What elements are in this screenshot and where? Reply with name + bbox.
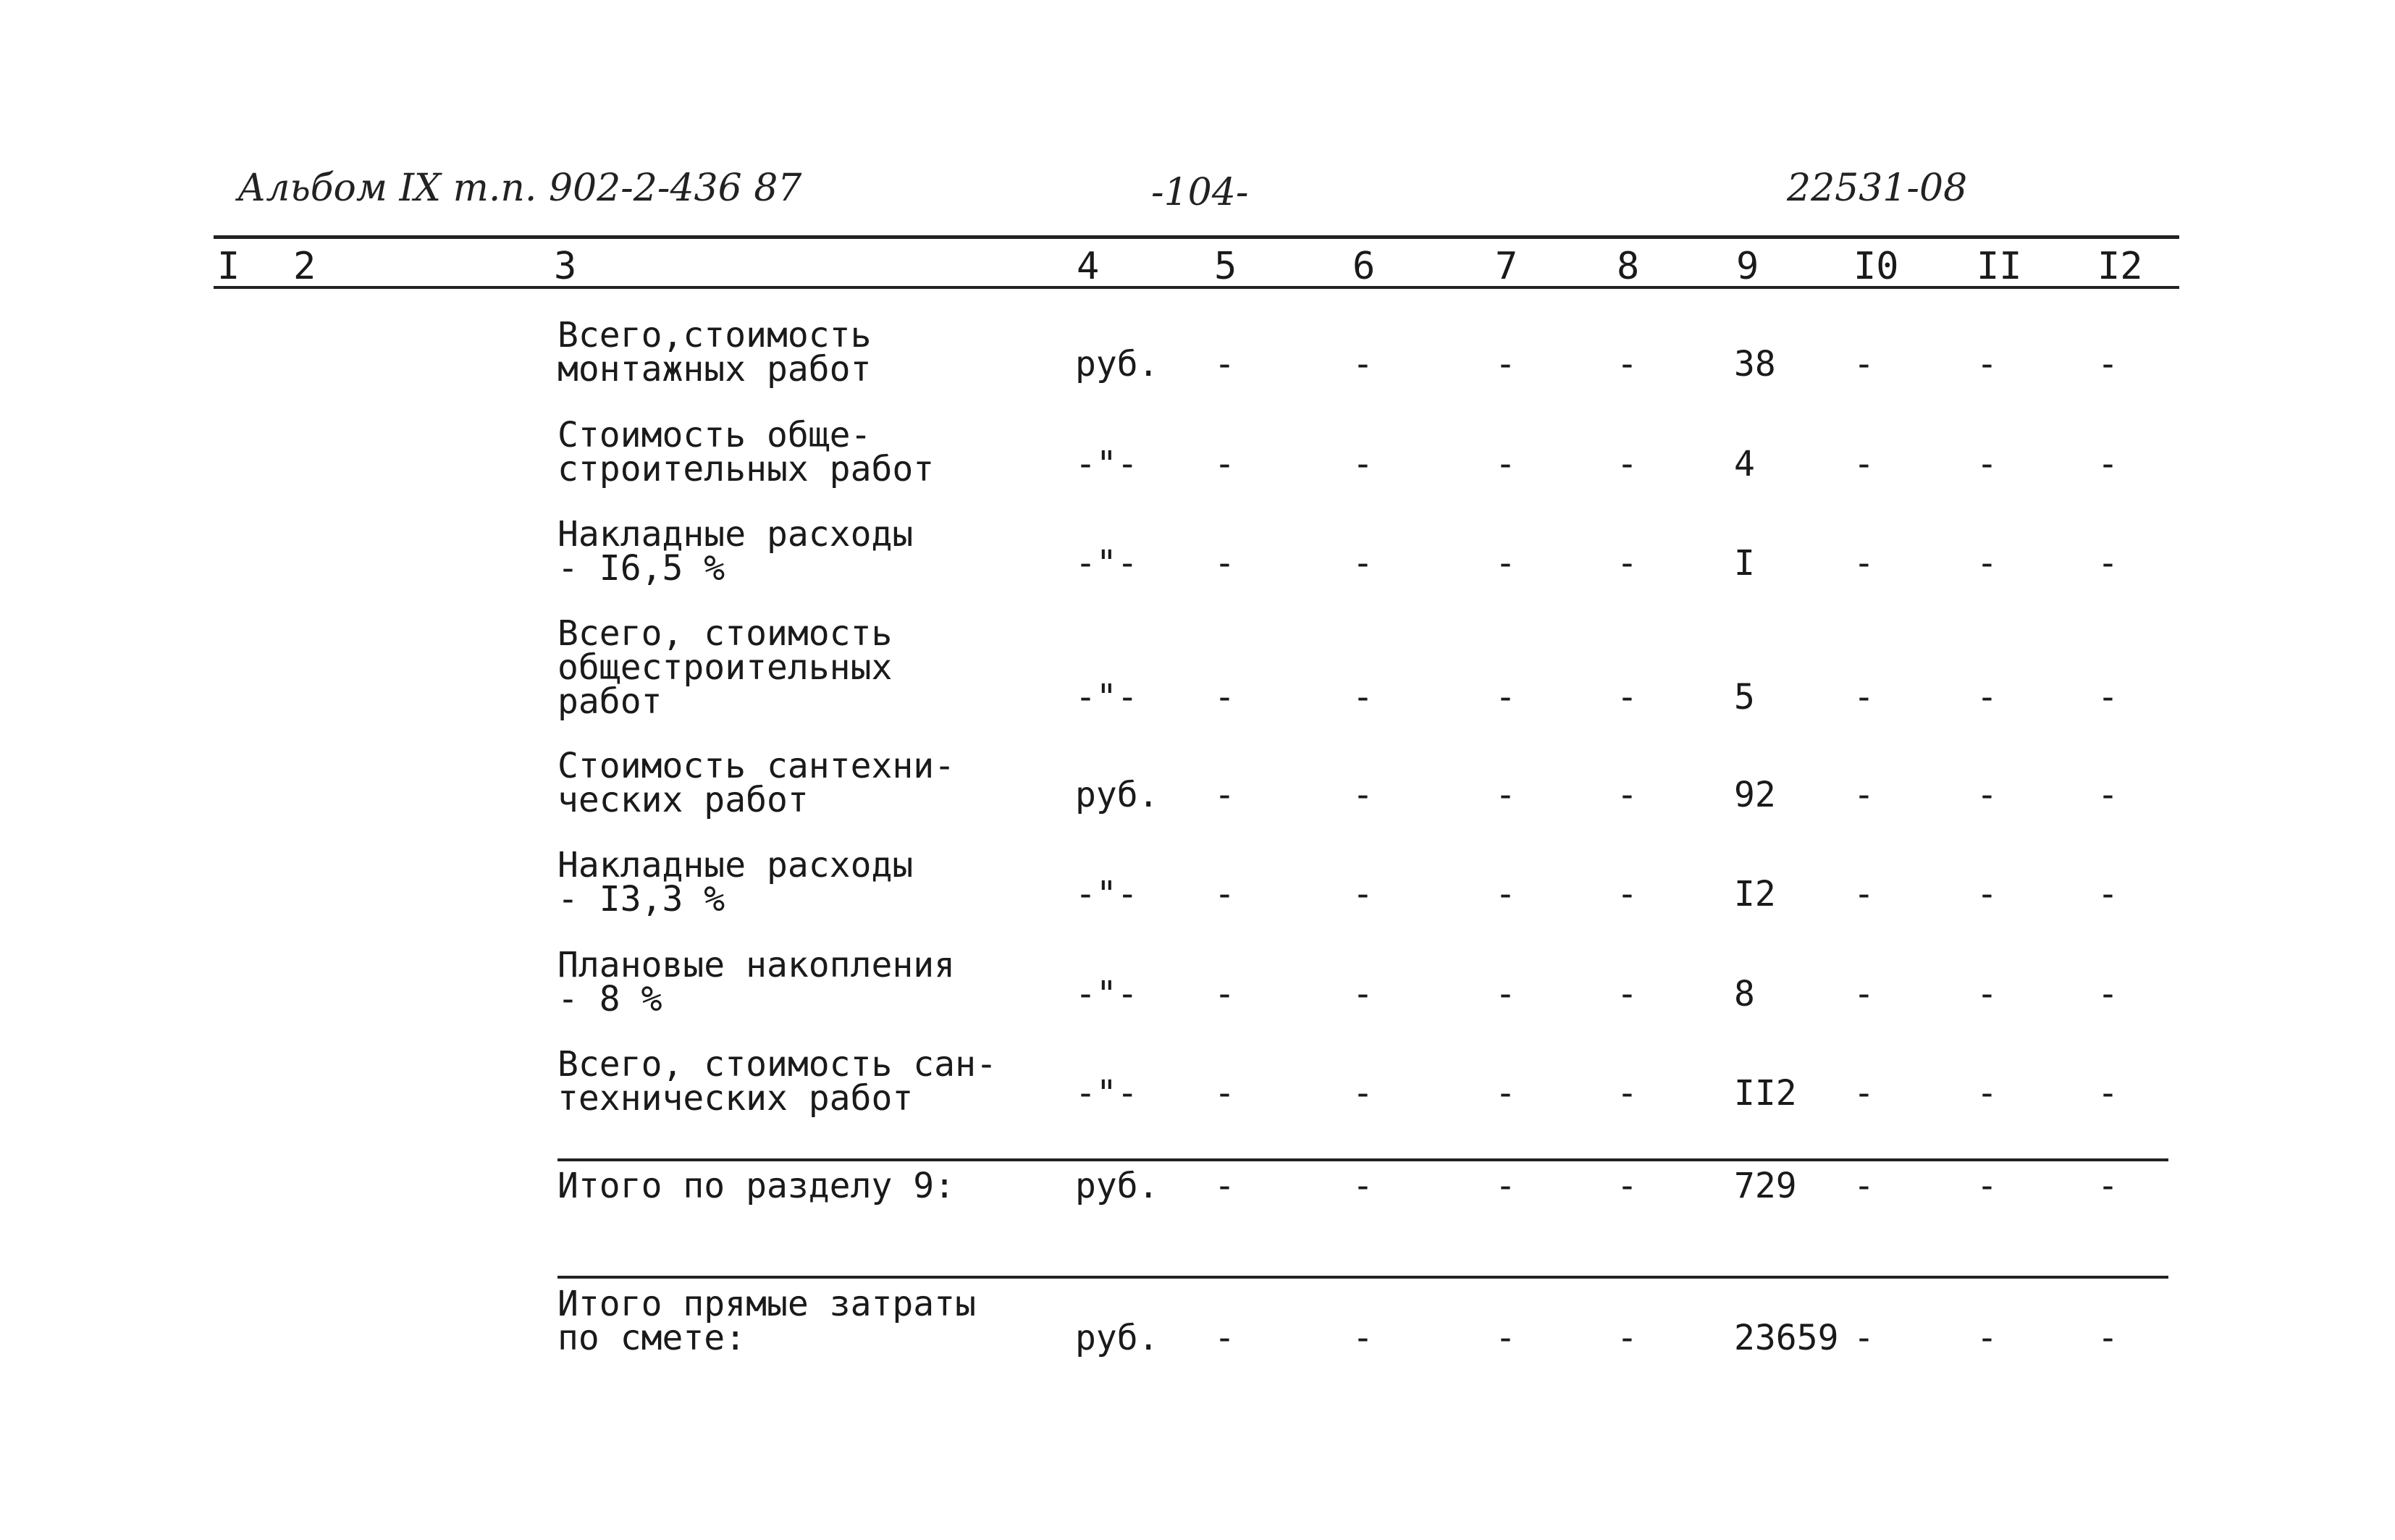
table-row-8-col-5: -: [1214, 1073, 1235, 1114]
table-row-7-col-6: -: [1352, 974, 1373, 1014]
table-row-2-col-10: -: [1853, 444, 1874, 484]
table-row-4-col-8: -: [1617, 677, 1638, 718]
table-row-7-col-7: -: [1495, 974, 1516, 1014]
table-row-8-col-7: -: [1495, 1073, 1516, 1114]
table-row-4-description-line: работ: [557, 681, 662, 722]
table-row-1-col-9: 38: [1734, 344, 1776, 384]
table-row-8-col-6: -: [1352, 1073, 1373, 1114]
table-row-5-unit: руб.: [1075, 775, 1159, 815]
table-row-2-col-9: 4: [1734, 444, 1755, 484]
table-row-4-col-6: -: [1352, 677, 1373, 718]
table-row-7-col-5: -: [1214, 974, 1235, 1014]
table-row-8-col-9: II2: [1734, 1073, 1797, 1114]
table-row-2-col-11: -: [1977, 444, 1998, 484]
direct-cost-total-row-col-5: -: [1214, 1318, 1235, 1358]
table-row-5-col-9: 92: [1734, 775, 1776, 815]
table-row-4-col-5: -: [1214, 677, 1235, 718]
table-row-7-col-11: -: [1977, 974, 1998, 1014]
table-row-3-col-10: -: [1853, 543, 1874, 584]
table-row-2-description: [557, 415, 935, 489]
table-row-5-col-6: -: [1352, 775, 1373, 815]
column-number-7: 7: [1495, 245, 1518, 288]
table-row-6-col-10: -: [1853, 874, 1874, 914]
direct-cost-total-row-unit: руб.: [1075, 1318, 1159, 1358]
table-row-1-description-line: монтажных работ: [557, 349, 872, 390]
table-row-7-description: [557, 945, 956, 1019]
section-total-row-col-11: -: [1977, 1166, 1998, 1206]
table-row-6-unit: -"-: [1075, 874, 1138, 914]
table-row-3-col-7: -: [1495, 543, 1516, 584]
table-row-6-col-12: -: [2097, 874, 2118, 914]
table-row-2-col-6: -: [1352, 444, 1373, 484]
table-row-1-unit: руб.: [1075, 344, 1159, 384]
table-row-5-col-7: -: [1495, 775, 1516, 815]
column-number-11: II: [1977, 245, 2022, 288]
table-row-5-col-8: -: [1617, 775, 1638, 815]
table-row-1-col-7: -: [1495, 344, 1516, 384]
section-total-row-col-5: -: [1214, 1166, 1235, 1206]
table-row-7-col-12: -: [2097, 974, 2118, 1014]
direct-cost-total-row-col-8: -: [1617, 1318, 1638, 1358]
direct-cost-total-row-col-7: -: [1495, 1318, 1516, 1358]
table-row-3-col-11: -: [1977, 543, 1998, 584]
table-row-8-col-8: -: [1617, 1073, 1638, 1114]
table-row-1-description-line: Всего,стоимость: [557, 315, 872, 355]
column-number-5: 5: [1214, 245, 1237, 288]
column-number-10: I0: [1853, 245, 1899, 288]
table-row-1-description: [557, 315, 872, 390]
table-row-2-col-5: -: [1214, 444, 1235, 484]
column-number-2: 2: [293, 245, 316, 288]
table-row-3-col-9: I: [1734, 543, 1755, 584]
direct-cost-total-row-col-9: 23659: [1734, 1318, 1839, 1358]
album-reference: Альбом IX т.п. 902-2-436 87: [237, 167, 802, 210]
table-row-2-unit: -"-: [1075, 444, 1138, 484]
table-row-8-description-line: Всего, стоимость сан-: [557, 1044, 997, 1085]
table-row-2-col-7: -: [1495, 444, 1516, 484]
table-row-2-description-line: строительных работ: [557, 449, 935, 489]
table-row-4-col-7: -: [1495, 677, 1516, 718]
table-row-4-description: [557, 613, 893, 722]
table-row-6-description: [557, 845, 914, 920]
section-total-row-description-line: Итого по разделу 9:: [557, 1166, 956, 1206]
table-row-7-col-9: 8: [1734, 974, 1755, 1014]
table-row-4-col-9: 5: [1734, 677, 1755, 718]
table-row-6-description-line: Накладные расходы: [557, 845, 914, 885]
table-row-6-col-6: -: [1352, 874, 1373, 914]
table-row-3-col-5: -: [1214, 543, 1235, 584]
column-number-4: 4: [1077, 245, 1100, 288]
table-row-5-description-line: ческих работ: [557, 780, 809, 820]
direct-cost-total-row-col-12: -: [2097, 1318, 2118, 1358]
table-row-6-col-9: I2: [1734, 874, 1776, 914]
table-row-4-col-12: -: [2097, 677, 2118, 718]
column-number-9: 9: [1736, 245, 1759, 288]
table-row-2-col-8: -: [1617, 444, 1638, 484]
table-row-2-col-12: -: [2097, 444, 2118, 484]
section-total-row-col-12: -: [2097, 1166, 2118, 1206]
table-row-5-description: [557, 746, 956, 820]
column-number-3: 3: [554, 245, 577, 288]
section-total-row-col-6: -: [1352, 1166, 1373, 1206]
table-row-1-col-10: -: [1853, 344, 1874, 384]
table-row-5-col-5: -: [1214, 775, 1235, 815]
table-row-1-col-6: -: [1352, 344, 1373, 384]
table-row-3-col-8: -: [1617, 543, 1638, 584]
table-row-8-unit: -"-: [1075, 1073, 1138, 1114]
table-row-1-col-11: -: [1977, 344, 1998, 384]
table-row-7-col-10: -: [1853, 974, 1874, 1014]
table-row-1-col-5: -: [1214, 344, 1235, 384]
table-row-3-col-6: -: [1352, 543, 1373, 584]
table-row-5-col-10: -: [1853, 775, 1874, 815]
table-row-5-col-12: -: [2097, 775, 2118, 815]
section-total-separator: [557, 1158, 2168, 1161]
table-row-6-col-11: -: [1977, 874, 1998, 914]
table-row-3-description: [557, 514, 914, 589]
section-total-row-col-7: -: [1495, 1166, 1516, 1206]
direct-cost-total-row-description-line: Итого прямые затраты: [557, 1284, 976, 1324]
section-total-row-col-10: -: [1853, 1166, 1874, 1206]
table-row-6-col-8: -: [1617, 874, 1638, 914]
section-total-row-col-8: -: [1617, 1166, 1638, 1206]
table-row-5-description-line: Стоимость сантехни-: [557, 746, 956, 786]
column-number-8: 8: [1617, 245, 1640, 288]
table-row-6-description-line: - I3,3 %: [557, 879, 725, 920]
document-code: 22531-08: [1787, 167, 1968, 210]
table-row-5-col-11: -: [1977, 775, 1998, 815]
table-row-3-description-line: Накладные расходы: [557, 514, 914, 555]
table-row-4-col-11: -: [1977, 677, 1998, 718]
table-row-8-description: [557, 1044, 997, 1119]
header-top-rule: [214, 235, 2179, 239]
direct-cost-total-row-description: [557, 1284, 976, 1358]
table-row-8-col-11: -: [1977, 1073, 1998, 1114]
direct-cost-separator: [557, 1276, 2168, 1279]
section-total-row-unit: руб.: [1075, 1166, 1159, 1206]
table-row-1-col-12: -: [2097, 344, 2118, 384]
table-row-7-unit: -"-: [1075, 974, 1138, 1014]
column-number-12: I2: [2097, 245, 2143, 288]
table-row-4-description-line: Всего, стоимость: [557, 613, 893, 654]
table-row-4-col-10: -: [1853, 677, 1874, 718]
direct-cost-total-row-description-line: по смете:: [557, 1318, 746, 1358]
table-row-4-description-line: общестроительных: [557, 647, 893, 688]
direct-cost-total-row-col-10: -: [1853, 1318, 1874, 1358]
direct-cost-total-row-col-11: -: [1977, 1318, 1998, 1358]
table-row-8-col-12: -: [2097, 1073, 2118, 1114]
section-total-row-description: [557, 1166, 956, 1206]
table-row-1-col-8: -: [1617, 344, 1638, 384]
page-number: -104-: [1151, 171, 1249, 214]
table-row-3-col-12: -: [2097, 543, 2118, 584]
column-number-6: 6: [1352, 245, 1376, 288]
direct-cost-total-row-col-6: -: [1352, 1318, 1373, 1358]
table-row-2-description-line: Стоимость обще-: [557, 415, 872, 455]
table-row-7-col-8: -: [1617, 974, 1638, 1014]
table-row-8-description-line: технических работ: [557, 1078, 914, 1119]
table-row-6-col-7: -: [1495, 874, 1516, 914]
column-number-1: I: [217, 245, 240, 288]
table-row-8-col-10: -: [1853, 1073, 1874, 1114]
table-row-6-col-5: -: [1214, 874, 1235, 914]
table-row-7-description-line: Плановые накопления: [557, 945, 956, 985]
section-total-row-col-9: 729: [1734, 1166, 1797, 1206]
table-row-4-unit: -"-: [1075, 677, 1138, 718]
table-row-3-description-line: - I6,5 %: [557, 548, 725, 589]
table-row-7-description-line: - 8 %: [557, 979, 662, 1019]
table-row-3-unit: -"-: [1075, 543, 1138, 584]
